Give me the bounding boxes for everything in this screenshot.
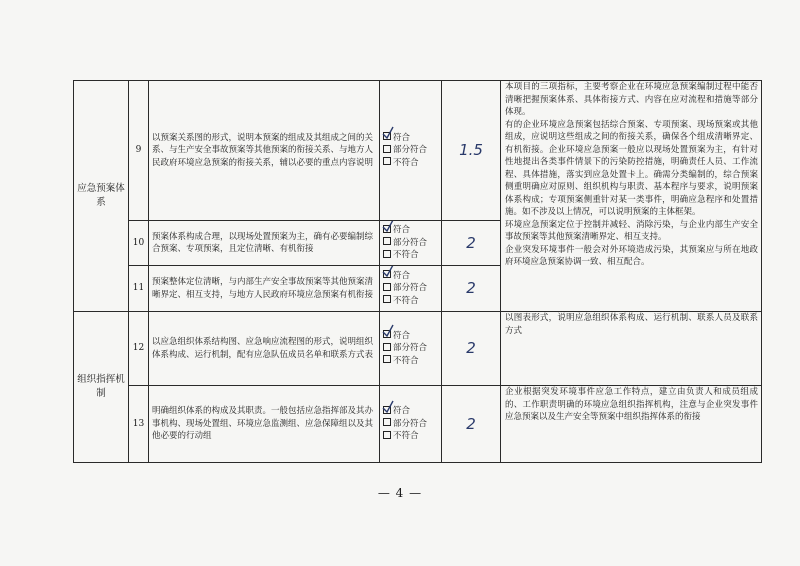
option-item: 符合 [383,330,441,343]
explanation-paragraph: 有的企业环境应急预案包括综合预案、专项预案、现场预案或其他组成，应说明这些组成之间的衔接关系，确保各个组成清晰界定、有机衔接。企业环境应急预案一般应以现场处置预案为主，有针对性地提出各类事件情景下的污染防控措施，明确责任人员、工作流程、具体措施，落实到应急处置卡上。确需分类编制的，综合预案侧重明确应对原则、组织机构与职责、基本程序与要求，说明预案体系构成；专项预案侧重针对某一类事件，明确应急程序和处置措施。如不涉及以上情况，可以说明预案的主体框架。 [505,119,758,217]
option-item: 部分符合 [383,342,441,355]
checkbox-checked-icon [383,330,391,338]
checkbox-checked-icon [383,132,391,140]
table-row [74,312,762,386]
handwritten-score: 2 [466,339,476,358]
option-item: 不符合 [383,430,441,443]
requirement-cell: 以应急组织体系结构图、应急响应流程图的形式，说明组织体系构成、运行机制，配有应急队伍成员名单和联系方式表 [149,312,380,386]
option-item: 部分符合 [383,237,441,250]
checkbox-icon [383,157,391,165]
option-item: 符合 [383,132,441,145]
page-number: — 4 — [377,486,423,500]
category-label: 组织指挥机制 [77,374,125,399]
option-item: 不符合 [383,157,441,170]
checkbox-icon [383,355,391,363]
score-cell [442,266,501,312]
option-item: 符合 [383,405,441,418]
handwritten-score: 2 [466,233,476,252]
row-number: 12 [129,312,149,386]
row-number: 13 [129,386,149,463]
explanation-paragraph: 企业根据突发环境事件应急工作特点，建立由负责人和成员组成的、工作职责明确的环境应急组织指挥机构，注意与企业突发事件应急预案以及生产安全等预案中组织指挥体系的衔接 [505,387,758,422]
options-cell [380,386,442,463]
checkbox-icon [383,237,391,245]
category-cell [74,312,129,463]
option-item: 符合 [383,224,441,237]
table-row [74,81,762,221]
category-label: 应急预案体系 [77,183,125,208]
evaluation-table [73,80,762,463]
table-row [74,386,762,463]
option-item: 不符合 [383,249,441,262]
option-item: 部分符合 [383,144,441,157]
handwritten-score: 2 [466,279,476,298]
explanation-paragraph: 企业突发环境事件一般会对外环境造成污染，其预案应与所在地政府环境应急预案协调一致、相互配合。 [505,244,758,267]
requirement-cell: 以预案关系图的形式，说明本预案的组成及其组成之间的关系、与生产安全事故预案等其他预案的衔接关系、与地方人民政府环境应急预案的衔接关系，辅以必要的重点内容说明 [149,81,380,221]
score-cell [442,386,501,463]
checkbox-icon [383,343,391,351]
option-item: 符合 [383,270,441,283]
handwritten-score: 1.5 [459,141,483,160]
score-cell [442,81,501,221]
checkbox-icon [383,283,391,291]
options-cell [380,221,442,266]
row-number: 11 [129,266,149,312]
requirement-cell: 预案体系构成合理，以现场处置预案为主，确有必要编制综合预案、专项预案，且定位清晰、有机衔接 [149,221,380,266]
row-number: 10 [129,221,149,266]
checkbox-icon [383,250,391,258]
options-cell [380,312,442,386]
checkbox-checked-icon [383,225,391,233]
requirement-cell: 明确组织体系的构成及其职责。一般包括应急指挥部及其办事机构、现场处置组、环境应急监测组、应急保障组以及其他必要的行动组 [149,386,380,463]
explanation-paragraph: 本项目的三项指标，主要考察企业在环境应急预案编制过程中能否清晰把握预案体系、具体衔接方式、内容在应对流程和措施等部分体现。 [505,82,758,117]
score-cell [442,221,501,266]
option-item: 不符合 [383,295,441,308]
options-cell [380,266,442,312]
checkbox-icon [383,431,391,439]
requirement-cell: 预案整体定位清晰，与内部生产安全事故预案等其他预案清晰界定、相互支持，与地方人民政府环境应急预案有机衔接 [149,266,380,312]
checkbox-icon [383,295,391,303]
handwritten-score: 2 [466,414,476,433]
explanation-paragraph: 环境应急预案定位于控制并减轻、消除污染，与企业内部生产安全事故预案等其他预案清晰界定、相互支持。 [505,219,758,242]
score-cell [442,312,501,386]
row-number: 9 [129,81,149,221]
explanation-cell [501,386,762,463]
checkbox-icon [383,418,391,426]
explanation-paragraph: 以图表形式，说明应急组织体系构成、运行机制、联系人员及联系方式 [505,313,758,336]
category-cell [74,81,129,312]
option-item: 不符合 [383,355,441,368]
explanation-cell [501,81,762,312]
checkbox-checked-icon [383,270,391,278]
options-cell [380,81,442,221]
explanation-cell [501,312,762,386]
option-item: 部分符合 [383,418,441,431]
checkbox-checked-icon [383,406,391,414]
checkbox-icon [383,145,391,153]
option-item: 部分符合 [383,282,441,295]
